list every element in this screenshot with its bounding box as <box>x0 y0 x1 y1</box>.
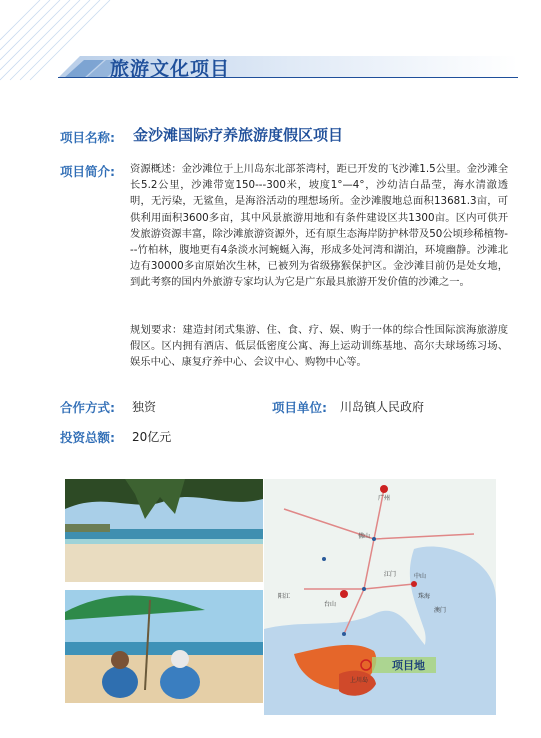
map-city-label: 澳门 <box>434 607 447 614</box>
planning-requirement-text: 规划要求：建造封闭式集游、住、食、疗、娱、购于一体的综合性国际滨海旅游度假区。区内拥有酒店、低层低密度公寓、海上运动训练基地、高尔夫球场练习场、娱乐中心、康复疗养中心、会议中心、购物中心等。 <box>130 324 508 369</box>
project-site-label: 项目地 <box>392 659 425 672</box>
cooperation-label: 合作方式: <box>60 400 115 415</box>
map-city-label: 广州 <box>378 495 391 502</box>
project-intro-label: 项目简介: <box>60 164 115 179</box>
map-city-label: 佛山 <box>358 533 371 540</box>
project-unit-label: 项目单位: <box>272 400 327 415</box>
project-unit-value: 川岛镇人民政府 <box>340 400 425 414</box>
couple-beach-photo <box>65 590 263 703</box>
map-city-label: 中山 <box>414 573 427 580</box>
project-intro-text: 资源概述：金沙滩位于上川岛东北部茶湾村，距已开发的飞沙滩1.5公里。金沙滩全长5.2公里，沙滩带宽150---300米，坡度1°—4°，沙幼洁白晶莹，海水清澈透明，无污染，无鲨鱼，是海浴活动的理想场所。金沙滩腹地总面积13681.3亩，可供利用面积3600多亩，其中风景旅游用地和有条件建设区共1300亩。区内可供开发旅游资源丰富，除沙滩旅游资源外，还有原生态海岸防护林带及50公顷珍稀植物---竹柏林，腹地更有4条淡水河蜿蜒入海，形成多处河湾和湖泊，环境幽静。沙滩北边有30000多亩原始次生林，已被列为省级猕猴保护区。金沙滩目前仍是处女地，到此考察的国内外旅游专家均认为它是广东最具旅游开发价值的沙滩之一。 <box>130 163 508 289</box>
map-city-label: 珠海 <box>418 593 431 600</box>
section-title: 旅游文化项目 <box>110 58 231 80</box>
map-city-label: 阳江 <box>278 593 291 600</box>
map-city-label: 江门 <box>384 571 397 578</box>
map-city-label: 上川岛 <box>350 677 369 684</box>
project-name-label: 项目名称: <box>60 130 115 145</box>
map-city-label: 台山 <box>324 601 337 608</box>
location-map <box>264 479 496 715</box>
investment-value: 20亿元 <box>132 430 172 444</box>
project-name: 金沙滩国际疗养旅游度假区项目 <box>133 126 344 144</box>
beach-photo <box>65 479 263 582</box>
investment-label: 投资总额: <box>60 430 115 445</box>
cooperation-value: 独资 <box>132 400 157 414</box>
